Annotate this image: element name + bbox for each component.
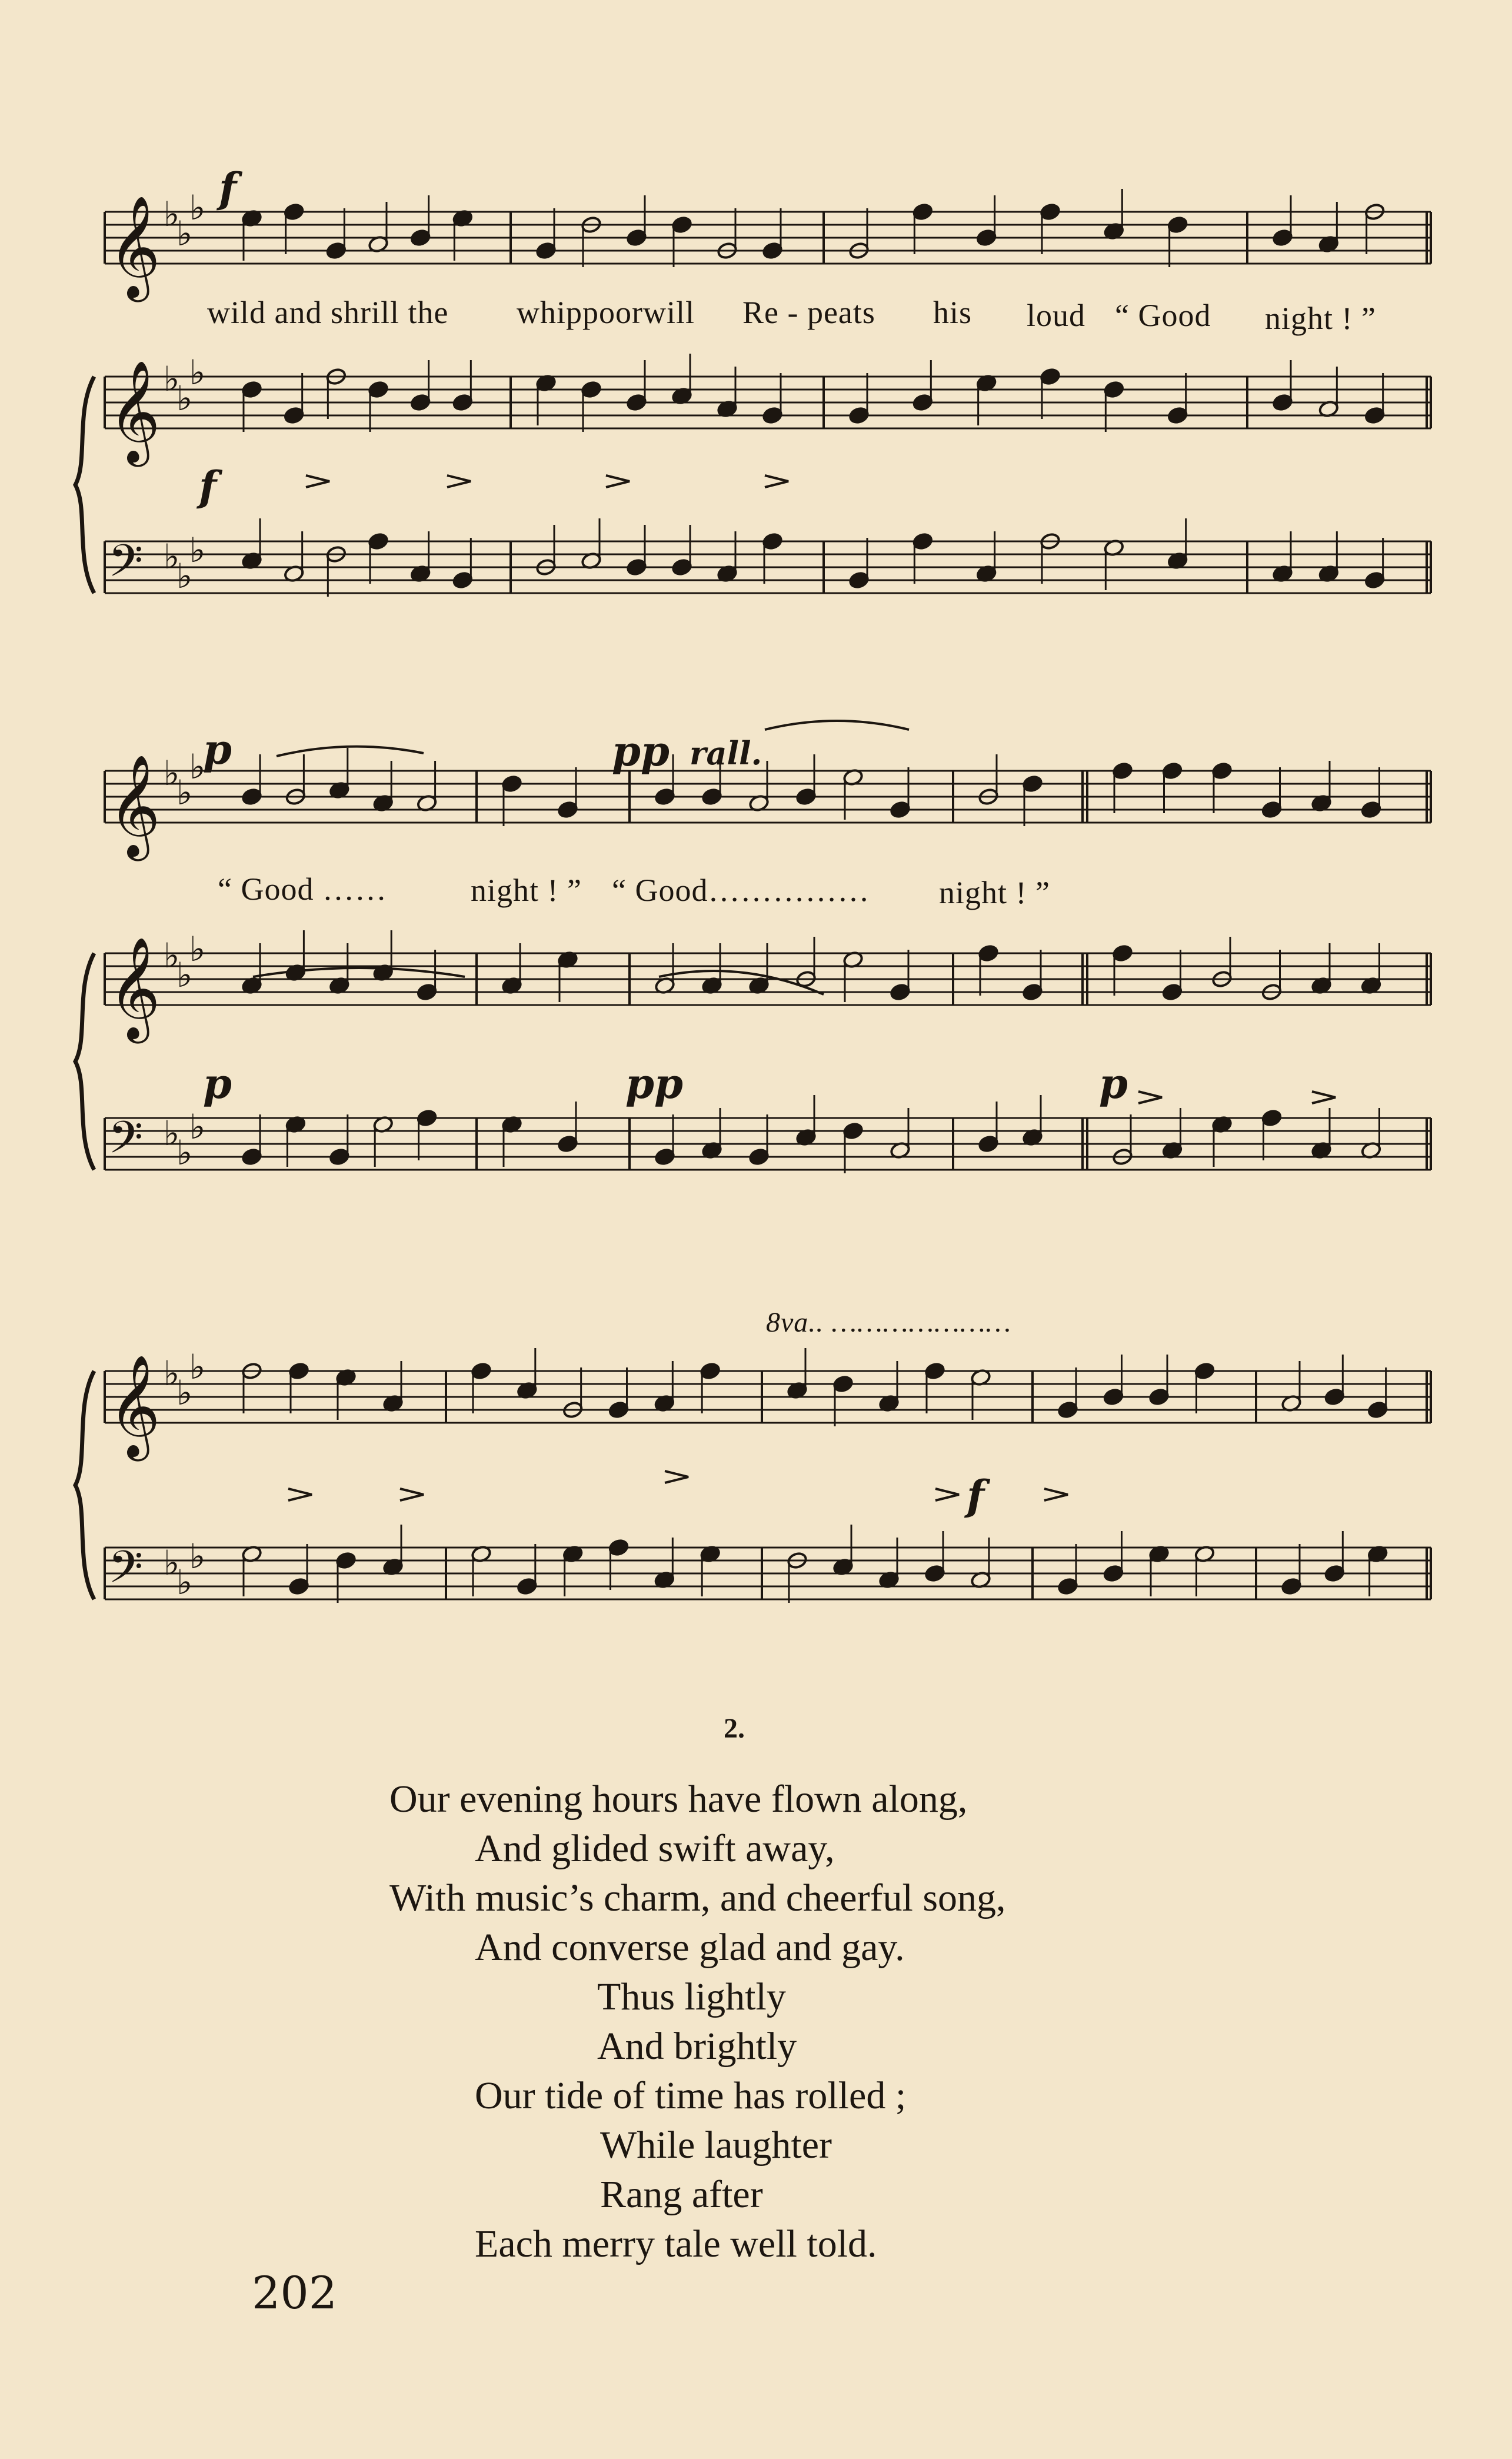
accent-mark [400, 1489, 424, 1500]
bass-clef: 𝄢 [108, 1541, 144, 1604]
treble-clef: 𝄞 [108, 754, 161, 857]
treble-clef: 𝄞 [108, 937, 161, 1039]
accent-mark [1312, 1092, 1336, 1103]
flat-sign: ♭ [164, 1543, 180, 1583]
piano-brace [75, 377, 94, 593]
flat-sign: ♭ [164, 1113, 180, 1153]
flat-sign: ♭ [176, 773, 193, 813]
poem-line: Rang after [600, 2173, 763, 2216]
lyric: night ! ” [939, 875, 1050, 910]
lyric: “ Good [1115, 298, 1211, 333]
lyric: night ! ” [1265, 301, 1376, 336]
flat-sign: ♭ [189, 352, 206, 392]
flat-sign: ♭ [176, 1133, 193, 1173]
accent-mark [765, 475, 788, 487]
flat-sign: ♭ [189, 1536, 206, 1576]
dynamic-forte-voice: f [219, 164, 237, 212]
clefs [108, 188, 205, 1604]
accent-mark [606, 475, 630, 487]
flat-sign: ♭ [189, 747, 206, 787]
flat-sign: ♭ [164, 537, 180, 577]
verse-number: 2. [724, 1713, 745, 1744]
flat-sign: ♭ [189, 530, 206, 570]
poem-line: And glided swift away, [475, 1827, 835, 1870]
poem-line: Our evening hours have flown along, [389, 1778, 968, 1821]
dynamic-piano-voice: p [203, 725, 232, 774]
dynamic-forte-accomp: f [967, 1471, 985, 1520]
page-number: 202 [252, 2267, 338, 2319]
flat-sign: ♭ [176, 214, 193, 254]
piano-brace [75, 953, 94, 1170]
accent-mark [665, 1471, 688, 1483]
accent-mark [1044, 1489, 1068, 1500]
poem-line: Thus lightly [597, 1975, 786, 2018]
accent-mark [447, 475, 471, 487]
flat-sign: ♭ [176, 378, 193, 418]
slur [765, 721, 909, 730]
lyric: “ Good…………… [612, 873, 870, 908]
flat-sign: ♭ [176, 556, 193, 596]
flat-sign: ♭ [189, 188, 206, 228]
accent-mark [306, 475, 329, 487]
piano-brace [75, 1371, 94, 1599]
flat-sign: ♭ [164, 194, 180, 234]
treble-clef: 𝄞 [108, 195, 161, 298]
lyric: loud [1027, 298, 1086, 333]
lyric: his [933, 295, 973, 330]
flat-sign: ♭ [164, 1353, 180, 1393]
lyric: night ! ” [471, 873, 582, 908]
lyric: whippoorwill [517, 295, 695, 330]
flat-sign: ♭ [176, 1373, 193, 1413]
flat-sign: ♭ [176, 955, 193, 995]
poem-line: Each merry tale well told. [475, 2222, 877, 2265]
lyric: Re - peats [742, 295, 875, 330]
flat-sign: ♭ [189, 1347, 206, 1387]
flat-sign: ♭ [164, 753, 180, 793]
treble-clef: 𝄞 [108, 360, 161, 462]
accent-mark [1138, 1092, 1162, 1103]
flat-sign: ♭ [189, 1107, 206, 1147]
poem-line: And converse glad and gay. [475, 1926, 905, 1969]
accent-mark [935, 1489, 959, 1500]
flat-sign: ♭ [176, 1562, 193, 1602]
flat-sign: ♭ [164, 359, 180, 399]
poem-line: Our tide of time has rolled ; [475, 2074, 907, 2117]
dynamic-pianissimo-voice: pp [612, 727, 670, 776]
braces [75, 377, 94, 1599]
slur [253, 968, 465, 977]
accent-mark [288, 1489, 312, 1500]
poem-line: While laughter [600, 2124, 832, 2167]
treble-clef: 𝄞 [108, 1355, 161, 1457]
dynamic-forte-piano: f [199, 462, 217, 511]
poem-line: And brightly [597, 2025, 797, 2068]
flat-sign: ♭ [189, 929, 206, 969]
bass-clef: 𝄢 [108, 535, 144, 598]
dynamic-piano-accomp-2: p [1099, 1059, 1128, 1108]
flat-sign: ♭ [164, 936, 180, 976]
slur [277, 747, 424, 756]
bass-clef: 𝄢 [108, 1112, 144, 1174]
lyric: wild and shrill the [207, 295, 449, 330]
dynamic-pianissimo-accomp: pp [625, 1059, 683, 1108]
dynamic-piano-accomp: p [203, 1059, 232, 1108]
tempo-rallentando: rall. [690, 734, 762, 772]
lyric: “ Good …… [218, 871, 387, 907]
poem-line: With music’s charm, and cheerful song, [389, 1876, 1006, 1919]
octave-mark: 8va.. ………………… [766, 1307, 1012, 1338]
